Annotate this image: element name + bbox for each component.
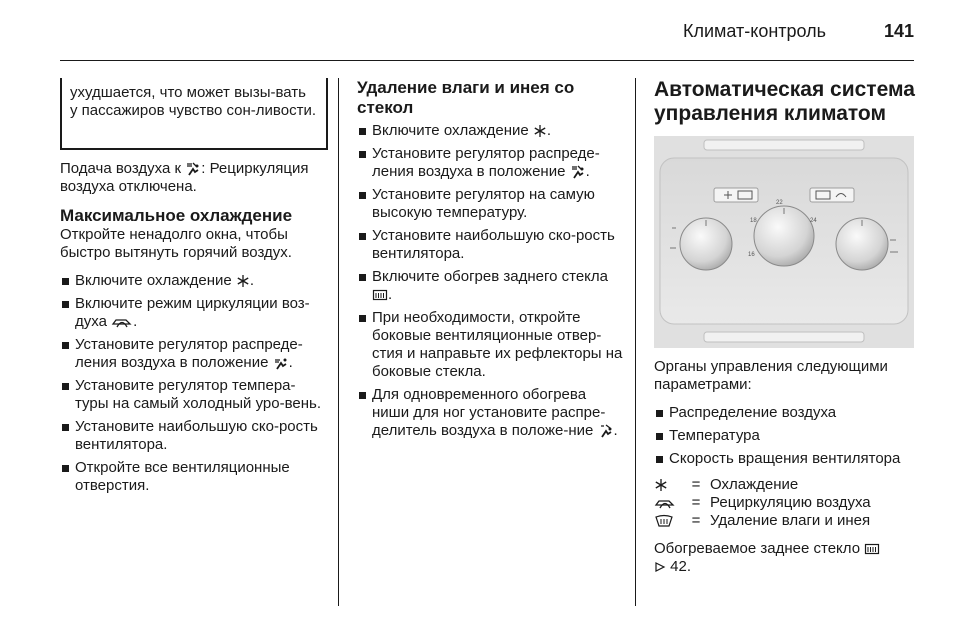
list-item: Для одновременного обогрева ниши для ног установите распре-делитель воздуха в положе-ние . <box>357 386 625 440</box>
list-item: Температура <box>654 427 918 445</box>
symbol-legend <box>654 476 918 530</box>
column-left <box>60 78 328 500</box>
controls-list <box>654 404 918 468</box>
legend-text: Удаление влаги и инея <box>710 512 871 529</box>
legend-row: = Удаление влаги и инея <box>654 512 918 530</box>
column-divider <box>338 78 339 606</box>
legend-text: Охлаждение <box>710 476 799 493</box>
max-cooling-list <box>60 272 328 495</box>
list-item: Откройте все вентиляционные отверстия. <box>60 459 328 495</box>
snowflake-icon <box>654 478 668 492</box>
temp-label-min: 16 <box>748 252 755 258</box>
max-cooling-heading: Максимальное охлаждение <box>60 206 293 225</box>
note-text: ухудшается, что может вызы-вать у пассажиров чувство сон-ливости. <box>70 84 316 119</box>
page-number: 141 <box>884 21 915 41</box>
list-item: Включите режим циркуляции воз-духа . <box>60 295 328 331</box>
air-feet-icon <box>273 356 289 370</box>
page-reference-link[interactable]: 42. <box>670 558 692 575</box>
recirculation-icon <box>654 497 676 509</box>
page-reference-icon <box>654 561 666 573</box>
legend-text: Рециркуляцию воздуха <box>710 494 871 511</box>
column-right <box>654 78 918 586</box>
temp-label-low: 18 <box>750 218 757 224</box>
air-feet-windscreen-icon <box>598 424 614 438</box>
rear-window-heat-icon <box>864 543 880 555</box>
defrost-icon <box>654 514 674 528</box>
climate-panel-figure <box>654 136 914 348</box>
list-item: Установите наибольшую ско-рость вентилятора. <box>60 418 328 454</box>
header-divider <box>60 60 914 61</box>
list-item: Включите охлаждение . <box>357 122 625 140</box>
snowflake-icon <box>236 274 250 288</box>
list-item: Скорость вращения вентилятора <box>654 450 918 468</box>
recirculation-icon <box>111 316 133 328</box>
max-cooling-intro: Откройте ненадолго окна, чтобы быстро вытянуть горячий воздух. <box>60 226 292 261</box>
climate-panel-photo <box>654 136 914 348</box>
legend-row: = Охлаждение <box>654 476 918 494</box>
air-windscreen-icon <box>570 165 586 179</box>
auto-climate-intro: Органы управления следующими параметрами: <box>654 358 888 393</box>
auto-climate-heading: Автоматическая система управления климатом <box>654 78 915 125</box>
list-item: Установите регулятор темпера-туры на самый холодный уро-вень. <box>60 377 328 413</box>
column-divider <box>635 78 636 606</box>
list-item: Включите обогрев заднего стекла . <box>357 268 625 304</box>
list-item: Установите регулятор на самую высокую температуру. <box>357 186 625 222</box>
legend-row: = Рециркуляцию воздуха <box>654 494 918 512</box>
list-item: Распределение воздуха <box>654 404 918 422</box>
defrost-list <box>357 122 625 440</box>
air-supply-note: Подача воздуха к : Рециркуляция воздуха отключена. <box>60 160 309 195</box>
list-item: Включите охлаждение . <box>60 272 328 290</box>
temp-label-high: 22 <box>776 200 783 206</box>
rear-heat-note: Обогреваемое заднее стекло 42. <box>654 540 918 576</box>
air-feet-windscreen-icon <box>185 162 201 176</box>
defrost-heading: Удаление влаги и инея со стекол <box>357 78 575 117</box>
list-item: При необходимости, откройте боковые вентиляционные отвер-стия и направьте их рефлекторы на боковые стекла. <box>357 309 625 381</box>
temp-label-max: 24 <box>810 218 817 224</box>
list-item: Установите регулятор распреде-ления воздуха в положение . <box>60 336 328 372</box>
column-middle <box>357 78 625 445</box>
snowflake-icon <box>533 124 547 138</box>
list-item: Установите наибольшую ско-рость вентилятора. <box>357 227 625 263</box>
section-title: Климат-контроль <box>683 21 827 41</box>
rear-window-heat-icon <box>372 289 388 301</box>
list-item: Установите регулятор распреде-ления воздуха в положение . <box>357 145 625 181</box>
note-box <box>60 78 328 150</box>
